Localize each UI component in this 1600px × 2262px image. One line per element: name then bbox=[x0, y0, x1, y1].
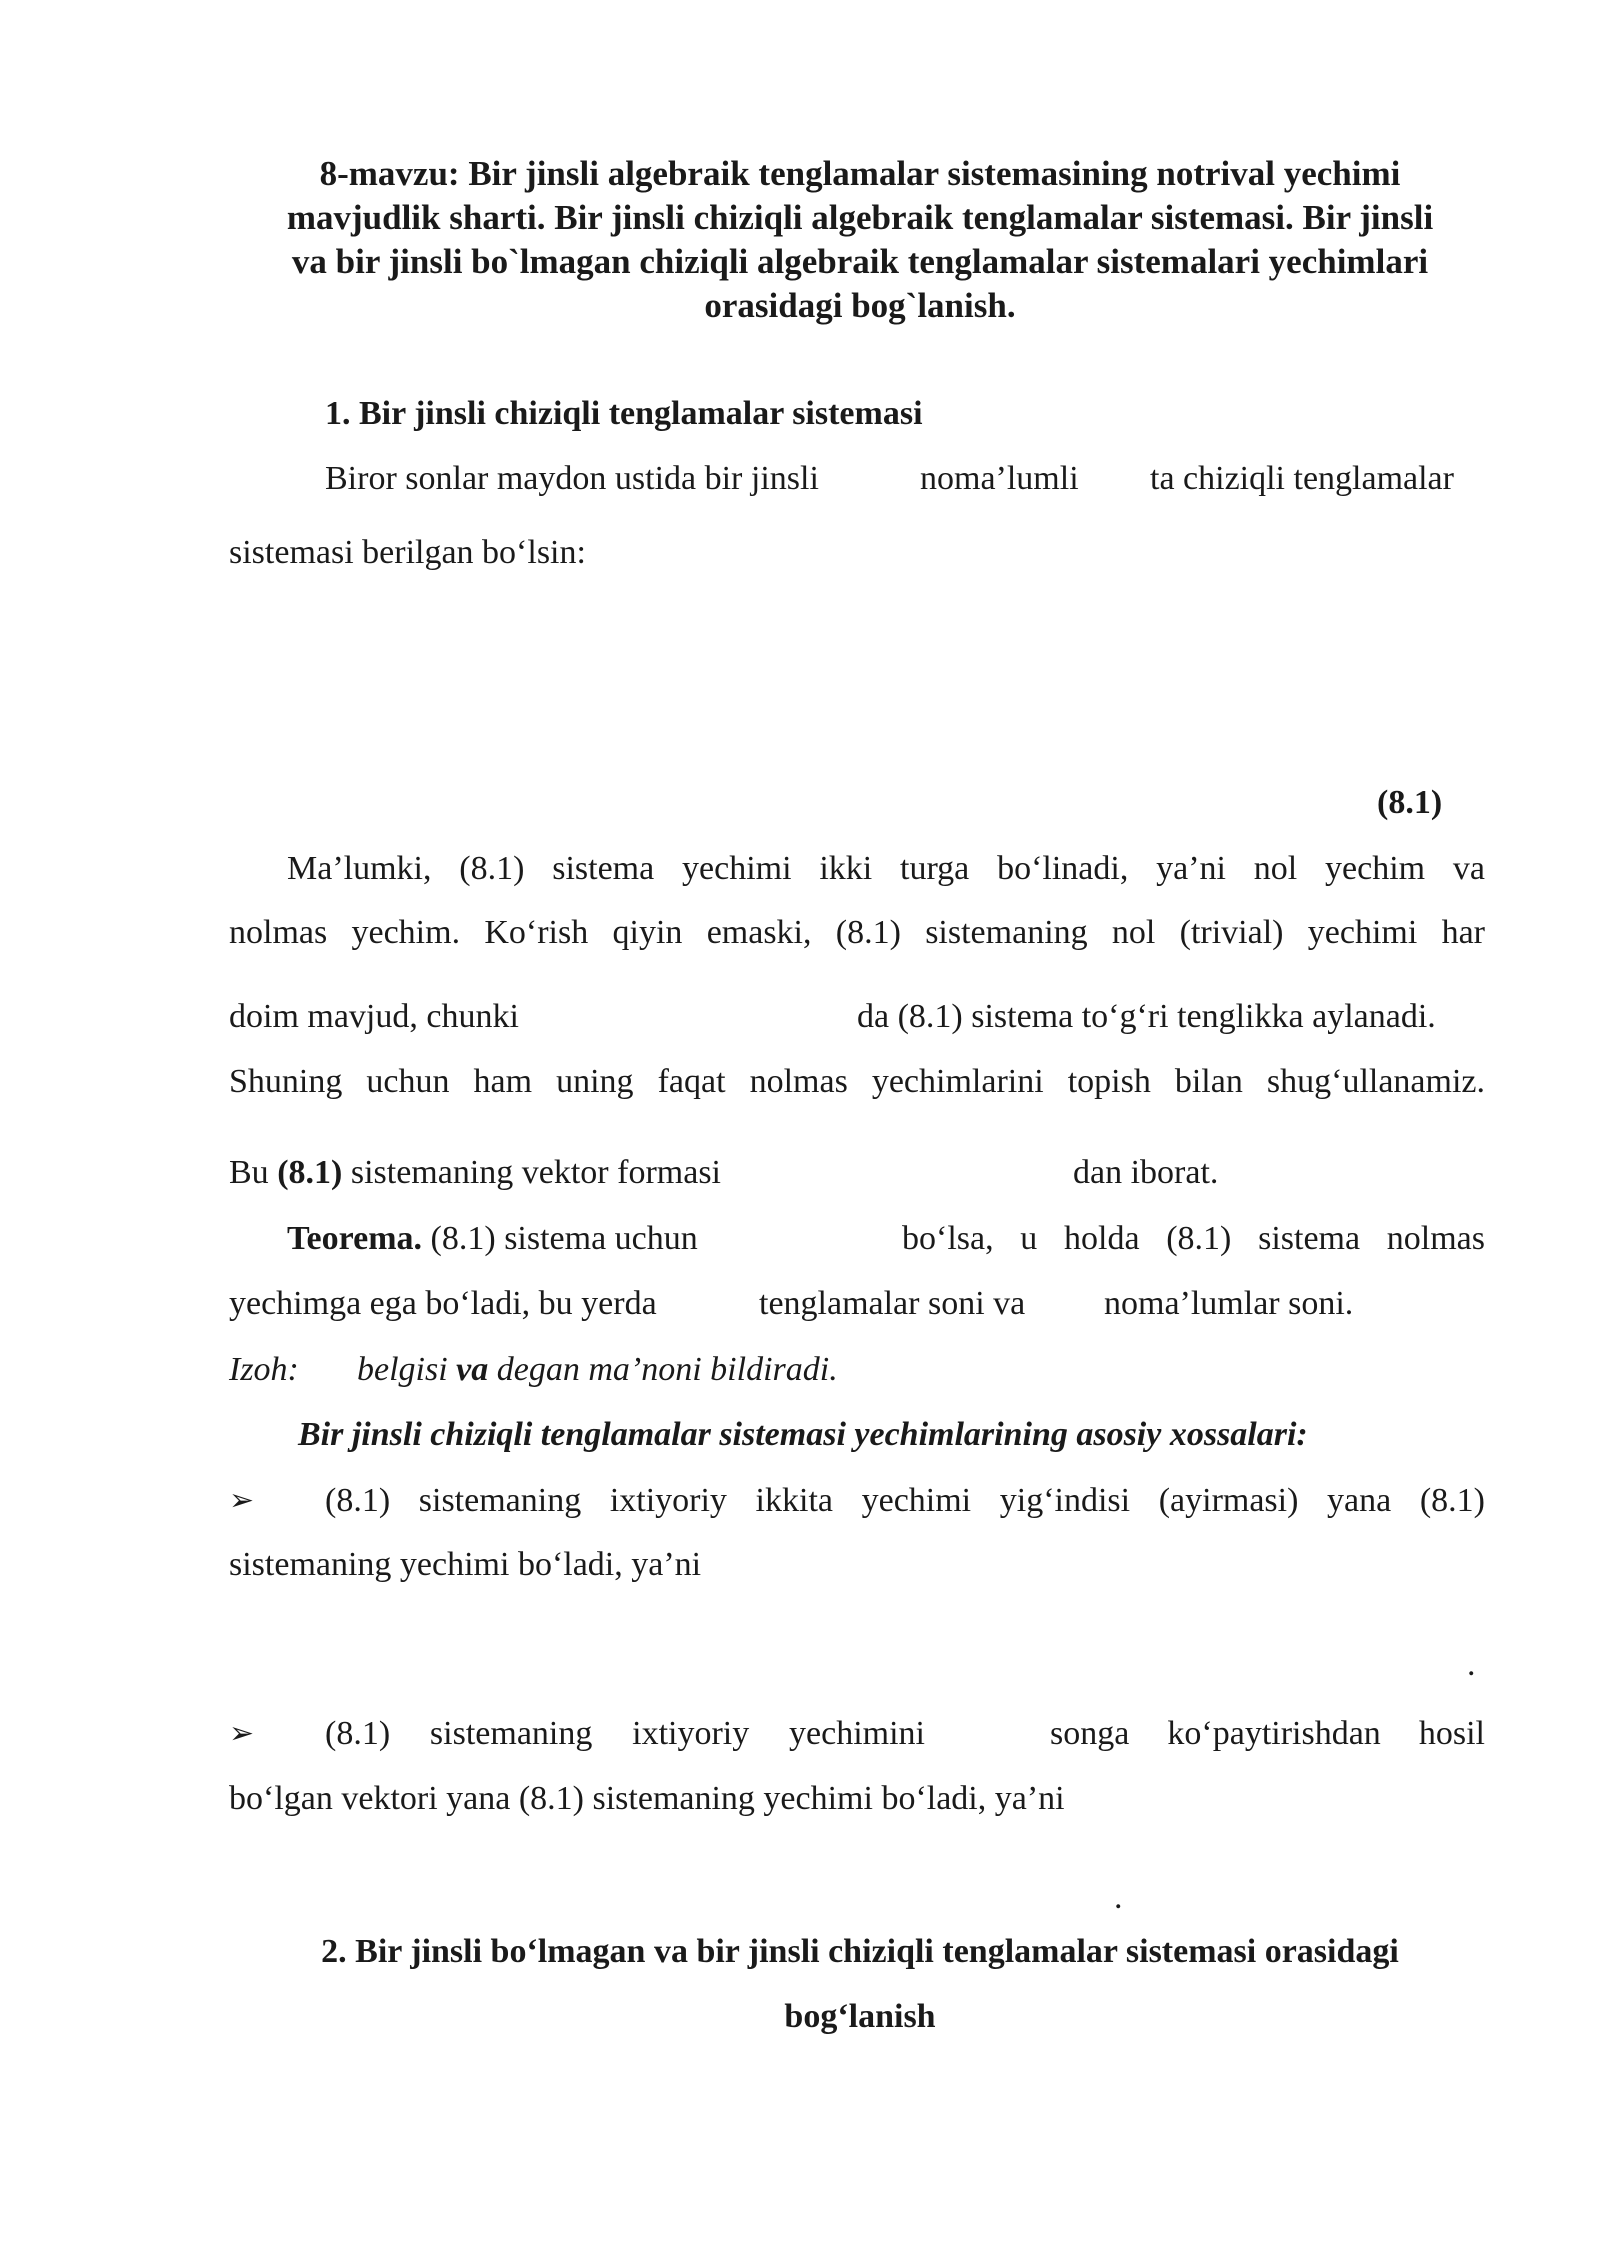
property2-end: . bbox=[1114, 1879, 1123, 1916]
section1-heading: 1. Bir jinsli chiziqli tenglamalar sistemasi bbox=[325, 395, 923, 432]
intro-text-b: noma’lumli bbox=[920, 460, 1079, 497]
theorem-line1 bbox=[287, 1219, 698, 1259]
note-text-a: belgisi bbox=[357, 1351, 448, 1388]
equation-label: (8.1) bbox=[1377, 784, 1443, 821]
title-line: mavjudlik sharti. Bir jinsli chiziqli algebraik tenglamalar sistemasi. Bir jinsli bbox=[286, 198, 1434, 237]
note-text-c: degan ma’noni bildiradi. bbox=[496, 1351, 838, 1388]
theorem-label: Teorema. bbox=[287, 1220, 423, 1257]
bullet-arrow-icon: ➢ bbox=[229, 1717, 255, 1750]
property2-text-a: (8.1) sistemaning ixtiyoriy yechimini bbox=[325, 1715, 925, 1752]
property1-line2: sistemaning yechimi bo‘ladi, ya’ni bbox=[229, 1546, 702, 1583]
intro-text-c: ta chiziqli tenglamalar bbox=[1150, 460, 1454, 497]
para1-line2: nolmas yechim. Ko‘rish qiyin emaski, (8.1) sistemaning nol (trivial) yechimi har bbox=[229, 914, 1485, 951]
theorem-line2-a: yechimga ega bo‘ladi, bu yerda bbox=[229, 1285, 657, 1322]
para1-line4: Shuning uchun ham uning faqat nolmas yechimlarini topish bilan shug‘ullanamiz. bbox=[229, 1063, 1485, 1100]
title-line: orasidagi bog`lanish. bbox=[704, 286, 1016, 325]
title-line: va bir jinsli bo`lmagan chiziqli algebraik tenglamalar sistemalari yechimlari bbox=[291, 242, 1429, 281]
vector-line-ref: (8.1) bbox=[277, 1154, 343, 1191]
bullet-arrow-icon: ➢ bbox=[229, 1484, 255, 1517]
property2-text-b: songa ko‘paytirishdan hosil bbox=[1050, 1715, 1485, 1752]
theorem-line2-c: noma’lumlar soni. bbox=[1104, 1285, 1354, 1322]
intro-text-a: Biror sonlar maydon ustida bir jinsli bbox=[325, 460, 819, 497]
section2-heading-line1: 2. Bir jinsli bo‘lmagan va bir jinsli chiziqli tenglamalar sistemasi orasidagi bbox=[321, 1933, 1399, 1970]
property1-end: . bbox=[1467, 1646, 1476, 1683]
document-title bbox=[200, 152, 1520, 328]
vector-line bbox=[229, 1153, 721, 1193]
properties-heading: Bir jinsli chiziqli tenglamalar sistemasi yechimlarining asosiy xossalari: bbox=[298, 1416, 1308, 1453]
para1-line1: Ma’lumki, (8.1) sistema yechimi ikki turga bo‘linadi, ya’ni nol yechim va bbox=[287, 850, 1485, 887]
theorem-text-b: bo‘lsa, u holda (8.1) sistema nolmas bbox=[902, 1220, 1485, 1257]
intro-line2: sistemasi berilgan bo‘lsin: bbox=[229, 534, 586, 571]
vector-line-d: dan iborat. bbox=[1073, 1154, 1219, 1191]
theorem-text-a: (8.1) sistema uchun bbox=[430, 1220, 698, 1257]
title-line: 8-mavzu: Bir jinsli algebraik tenglamalar sistemasining notrival yechimi bbox=[319, 154, 1401, 193]
vector-line-a: Bu bbox=[229, 1154, 269, 1191]
property2-line2: bo‘lgan vektori yana (8.1) sistemaning yechimi bo‘ladi, ya’ni bbox=[229, 1780, 1065, 1817]
note-text bbox=[357, 1350, 838, 1390]
property1-line1: (8.1) sistemaning ixtiyoriy ikkita yechimi yig‘indisi (ayirmasi) yana (8.1) bbox=[325, 1482, 1485, 1519]
theorem-line2-b: tenglamalar soni va bbox=[759, 1285, 1026, 1322]
para1-line3-b: da (8.1) sistema to‘g‘ri tenglikka aylanadi. bbox=[857, 998, 1436, 1035]
vector-line-c: sistemaning vektor formasi bbox=[350, 1154, 721, 1191]
note-text-va: va bbox=[456, 1351, 489, 1388]
note-label: Izoh: bbox=[229, 1351, 299, 1388]
para1-line3-a: doim mavjud, chunki bbox=[229, 998, 519, 1035]
section2-heading-line2: bog‘lanish bbox=[784, 1998, 936, 2035]
